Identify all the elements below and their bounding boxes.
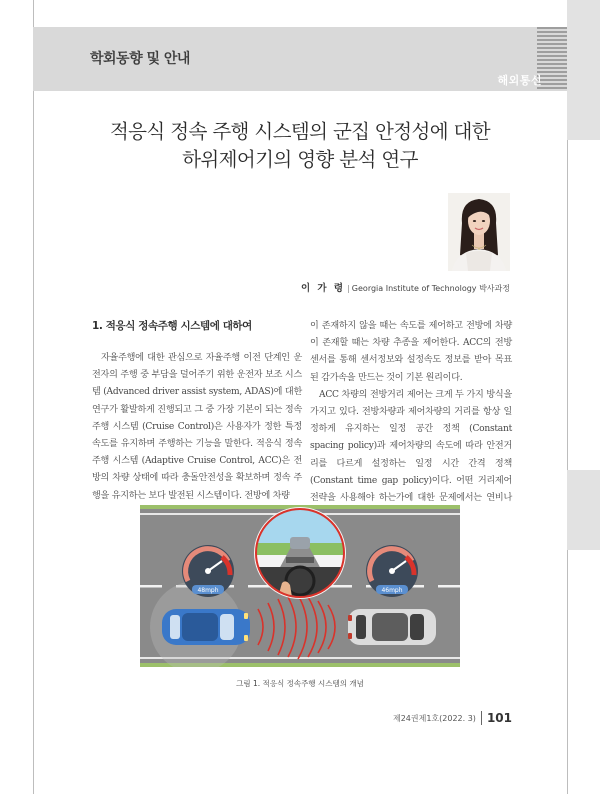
body-paragraph-right-2: ACC 차량의 전방거리 제어는 크게 두 가지 방식을 가지고 있다. 전방차량과 제어차량의 거리를 항상 일정하게 유지하는 일정 공간 정책 (Constant spacing policy)과 제어차량의 속도에 따라 안전거리를 다르게 설정하는 일정 시간 간격 정책 (Constant time gap policy)이다. 어떤 거리제어 전략을 사용해야 하는가에 대한 문제에서는 연비나 <box>310 389 512 504</box>
acc-concept-figure <box>140 505 460 667</box>
page-footer <box>393 711 512 725</box>
left-speed-label: 48mph <box>197 587 219 594</box>
article-title <box>60 118 540 174</box>
column-tag: 해외통신 <box>497 74 542 87</box>
section-label: 학회동향 및 안내 <box>90 51 190 67</box>
author-name: 이 가 령 <box>300 283 346 294</box>
body-column-right <box>310 318 512 524</box>
author-portrait-image <box>448 193 510 271</box>
section-heading: 1. 적응식 정속주행 시스템에 대하여 <box>92 320 252 332</box>
title-line-1: 적응식 정속 주행 시스템의 군집 안정성에 대한 <box>109 120 491 143</box>
body-paragraph-right-1: 이 존재하지 않을 때는 속도를 제어하고 전방에 차량이 존재할 때는 차량 추종을 제어한다. ACC의 전방센서를 통해 센서정보와 설정속도 정보를 받아 목표된 감가속을 만드는 것이 기본 원리이다. <box>310 321 512 383</box>
page-frame-left <box>33 0 34 794</box>
author-photo <box>448 193 510 271</box>
author-line <box>301 280 510 294</box>
page-number: 101 <box>486 711 512 725</box>
issue-info: 제24권제1호(2022. 3) <box>392 713 476 723</box>
edge-tab-1 <box>567 0 600 140</box>
right-speed-label: 46mph <box>381 587 403 594</box>
author-separator: | <box>347 284 350 293</box>
ego-car-blue <box>162 609 250 645</box>
lead-car-gray <box>348 609 436 645</box>
acc-illustration <box>140 505 460 667</box>
body-column-left <box>92 350 302 505</box>
figure-caption: 그림 1. 적응식 정속주행 시스템의 개념 <box>236 679 364 688</box>
body-paragraph-left: 자율주행에 대한 관심으로 자율주행 이전 단계인 운전자의 주행 중 부담을 덜어주기 위한 운전자 보조 시스템 (Advanced driver assist system, ADAS)에 대한 연구가 활발하게 진행되고 그 중 가장 기본이 되는 정속주행 시스템 (Cruise Control)은 사용자가 정한 특정 속도를 유지하며 주행하는 기능을 말한다. 적응식 정속주행 시스템 (Adaptive Cruise Control, ACC)은 전방의 차량 상태에 따라 충돌안전성을 확보하며 정속 주행을 유지하는 보다 발전된 시스템이다. 전방에 차량 <box>92 353 302 501</box>
author-affiliation: Georgia Institute of Technology 박사과정 <box>351 284 510 293</box>
edge-tab-2 <box>567 470 600 550</box>
footer-divider <box>481 711 482 725</box>
title-line-2: 하위제어기의 영향 분석 연구 <box>182 148 418 171</box>
